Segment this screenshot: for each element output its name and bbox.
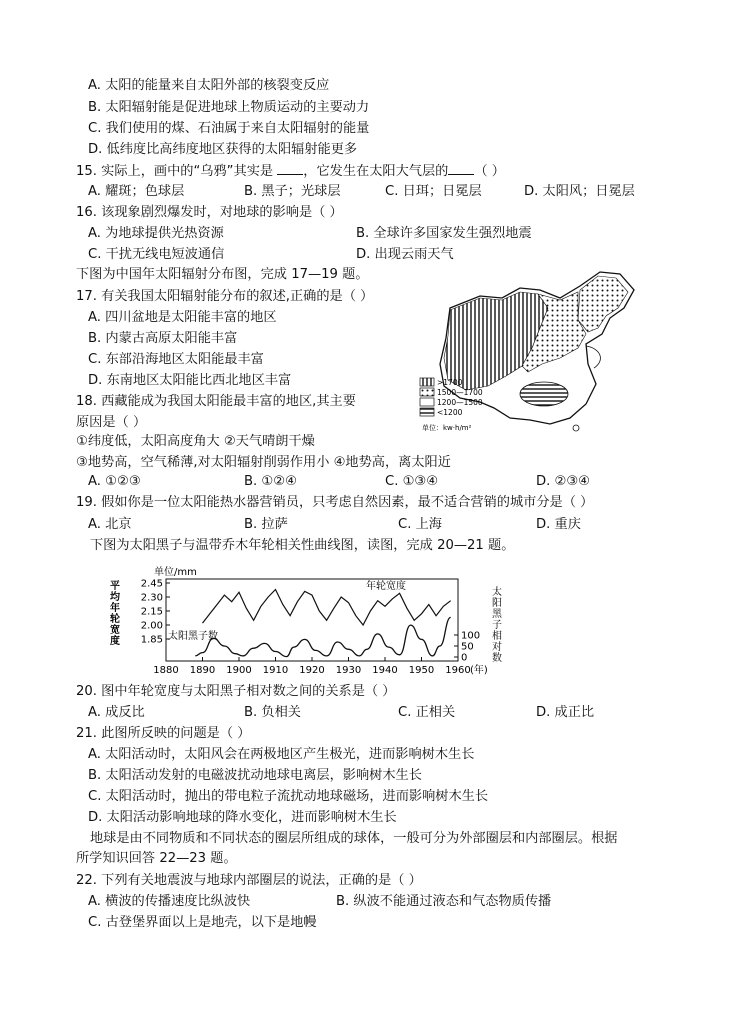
intro-22-23-line1: 地球是由不同物质和不同状态的圈层所组成的球体，一般可分为外部圈层和内部圈层。根据	[90, 831, 618, 846]
q16-stem: 16. 该现象剧烈爆发时，对地球的影响是（ ）	[76, 205, 343, 220]
q22-option-a: A. 横波的传播速度比纵波快	[88, 894, 251, 909]
x-tick-label: 1890	[189, 665, 216, 676]
right-axis-label-char: 数	[492, 653, 502, 664]
q19-option-b: B. 拉萨	[244, 517, 288, 532]
left-tick-label: 2.30	[140, 592, 163, 604]
q15-option-b: B. 黑子；光球层	[244, 184, 341, 199]
q20-option-b: B. 负相关	[244, 705, 301, 720]
x-tick-label: 1930	[335, 665, 362, 676]
left-axis-label-char: 宽	[110, 625, 120, 636]
chart-unit-label: 单位/mm	[154, 567, 197, 578]
x-tick-label: 1880	[153, 665, 179, 676]
legend-unit: 单位：kw·h/m²	[422, 424, 472, 432]
q16-option-b: B. 全球许多国家发生强烈地震	[356, 226, 532, 241]
intro-22-23-line2: 所学知识回答 22—23 题。	[76, 851, 237, 866]
q15-blank-1	[277, 162, 303, 175]
q19-option-a: A. 北京	[88, 517, 132, 532]
q18-reason-line2: ③地势高，空气稀薄,对太阳辐射削弱作用小 ④地势高，离太阳近	[76, 455, 451, 470]
right-axis-label-char: 相	[492, 631, 502, 642]
legend-item-4: <1200	[437, 408, 463, 417]
q16-option-c: C. 干扰无线电短波通信	[88, 247, 225, 262]
x-tick-label: 1910	[262, 665, 289, 676]
q16-options-row2	[0, 246, 737, 263]
q18-option-b: B. ①②④	[244, 474, 297, 489]
q17-option-a: A. 四川盆地是太阳能丰富的地区	[88, 310, 277, 325]
right-axis-label	[492, 585, 503, 664]
x-tick-label: 1900	[226, 665, 252, 676]
x-tick-label: 1960	[445, 665, 471, 676]
right-tick-label: 0	[461, 652, 468, 664]
q21-option-a: A. 太阳活动时，太阳风会在两极地区产生极光，进而影响树木生长	[88, 747, 475, 762]
legend-item-2: 1500—1700	[437, 388, 483, 397]
x-axis-unit: (年)	[470, 665, 488, 676]
right-axis-label-char: 对	[492, 642, 502, 653]
q16-option-a: A. 为地球提供光热资源	[88, 226, 224, 241]
q21-option-d: D. 太阳活动影响地球的降水变化，进而影响树木生长	[88, 810, 397, 825]
q14-option-d: D. 低纬度比高纬度地区获得的太阳辐射能更多	[88, 142, 358, 157]
left-tick-label: 2.00	[140, 620, 163, 632]
q15-option-a: A. 耀斑；色球层	[88, 184, 185, 199]
q18-stem-line1: 18. 西藏能成为我国太阳能最丰富的地区,其主要	[76, 394, 356, 409]
q20-option-d: D. 成正比	[536, 705, 595, 720]
left-axis-label	[110, 579, 120, 647]
q18-stem-line2: 原因是（ ）	[76, 415, 147, 430]
right-axis-label-char: 子	[492, 620, 502, 631]
q20-option-a: A. 成反比	[88, 705, 145, 720]
series-label-sunspot: 太阳黑子数	[168, 631, 218, 642]
series-label-ring-width: 年轮宽度	[366, 581, 406, 592]
q18-reason-line1: ①纬度低，太阳高度角大 ②天气晴朗干燥	[76, 434, 315, 449]
intro-20-21: 下图为太阳黑子与温带乔木年轮相关性曲线图，读图，完成 20—21 题。	[90, 538, 515, 553]
q17-stem: 17. 有关我国太阳辐射能分布的叙述,正确的是（ ）	[76, 289, 374, 304]
series-sunspot-line	[195, 617, 451, 656]
q21-option-b: B. 太阳活动发射的电磁波扰动地球电离层，影响树木生长	[88, 768, 422, 783]
q18-options	[0, 473, 737, 490]
q22-options-row1	[0, 893, 737, 910]
q15-stem-b: ，它发生在太阳大气层的	[303, 164, 449, 179]
q17-option-b: B. 内蒙古高原太阳能丰富	[88, 331, 238, 346]
q14-option-a: A. 太阳的能量来自太阳外部的核裂变反应	[88, 78, 330, 93]
left-axis-label-char: 度	[110, 636, 120, 647]
x-tick-label: 1950	[408, 665, 435, 676]
right-axis-label-char: 太	[492, 587, 502, 598]
q18-option-d: D. ②③④	[536, 474, 591, 489]
right-tick-label: 50	[461, 641, 474, 653]
map-region-sichuan	[520, 382, 568, 406]
legend-item-3: 1200—1500	[437, 398, 483, 407]
series-ring-width-line	[203, 590, 451, 626]
q21-option-c: C. 太阳活动时，抛出的带电粒子流扰动地球磁场，进而影响树木生长	[88, 789, 489, 804]
q15-blank-2	[448, 162, 474, 175]
left-axis-label-char: 轮	[110, 614, 120, 625]
q15-stem	[76, 162, 505, 180]
q19-option-c: C. 上海	[398, 517, 442, 532]
q14-option-c: C. 我们使用的煤、石油属于来自太阳辐射的能量	[88, 121, 370, 136]
q20-options	[0, 704, 737, 721]
x-tick-label: 1940	[372, 665, 398, 676]
sunspot-tree-ring-chart	[106, 565, 506, 683]
q19-option-d: D. 重庆	[536, 517, 581, 532]
q15-stem-a: 15. 实际上，画中的“乌鸦”其实是	[76, 164, 274, 179]
q22-stem: 22. 下列有关地震波与地球内部圈层的说法，正确的是（ ）	[76, 873, 422, 888]
left-tick-label: 2.45	[140, 578, 163, 590]
legend-item-1: >1700	[437, 378, 463, 387]
q15-option-d: D. 太阳风；日冕层	[524, 184, 635, 199]
right-axis-label-char: 阳	[492, 598, 502, 609]
right-tick-label: 100	[461, 630, 481, 642]
q19-stem: 19. 假如你是一位太阳能热水器营销员，只考虑自然因素，最不适合营销的城市分是（ ）	[76, 495, 594, 510]
q18-option-a: A. ①②③	[88, 474, 141, 489]
left-tick-label: 1.85	[140, 634, 163, 646]
q14-option-b: B. 太阳辐射能是促进地球上物质运动的主要动力	[88, 100, 370, 115]
intro-17-19: 下图为中国年太阳辐射分布图，完成 17—19 题。	[76, 267, 369, 282]
q18-option-c: C. ①③④	[385, 474, 439, 489]
q15-option-c: C. 日珥；日冕层	[385, 184, 482, 199]
q15-options	[0, 183, 737, 200]
q20-option-c: C. 正相关	[398, 705, 456, 720]
q22-option-b: B. 纵波不能通过液态和气态物质传播	[336, 894, 552, 909]
left-tick-label: 2.15	[140, 606, 163, 618]
q20-stem: 20. 图中年轮宽度与太阳黑子相对数之间的关系是（ ）	[76, 684, 396, 699]
x-tick-label: 1920	[299, 665, 325, 676]
q19-options	[0, 516, 737, 533]
q21-stem: 21. 此图所反映的问题是（ ）	[76, 726, 251, 741]
left-axis-label-char: 均	[110, 592, 120, 603]
q17-option-d: D. 东南地区太阳能比西北地区丰富	[88, 373, 292, 388]
q22-option-c: C. 古登堡界面以上是地壳，以下是地幔	[88, 915, 317, 930]
china-solar-radiation-map	[410, 268, 646, 436]
q16-options-row1	[0, 225, 737, 242]
q16-option-d: D. 出现云雨天气	[356, 247, 454, 262]
left-axis-label-char: 平	[110, 581, 120, 592]
right-axis-label-char: 黑	[492, 609, 502, 620]
q15-stem-c: （ ）	[474, 164, 505, 179]
q17-option-c: C. 东部沿海地区太阳能最丰富	[88, 352, 264, 367]
left-axis-label-char: 年	[110, 603, 120, 614]
